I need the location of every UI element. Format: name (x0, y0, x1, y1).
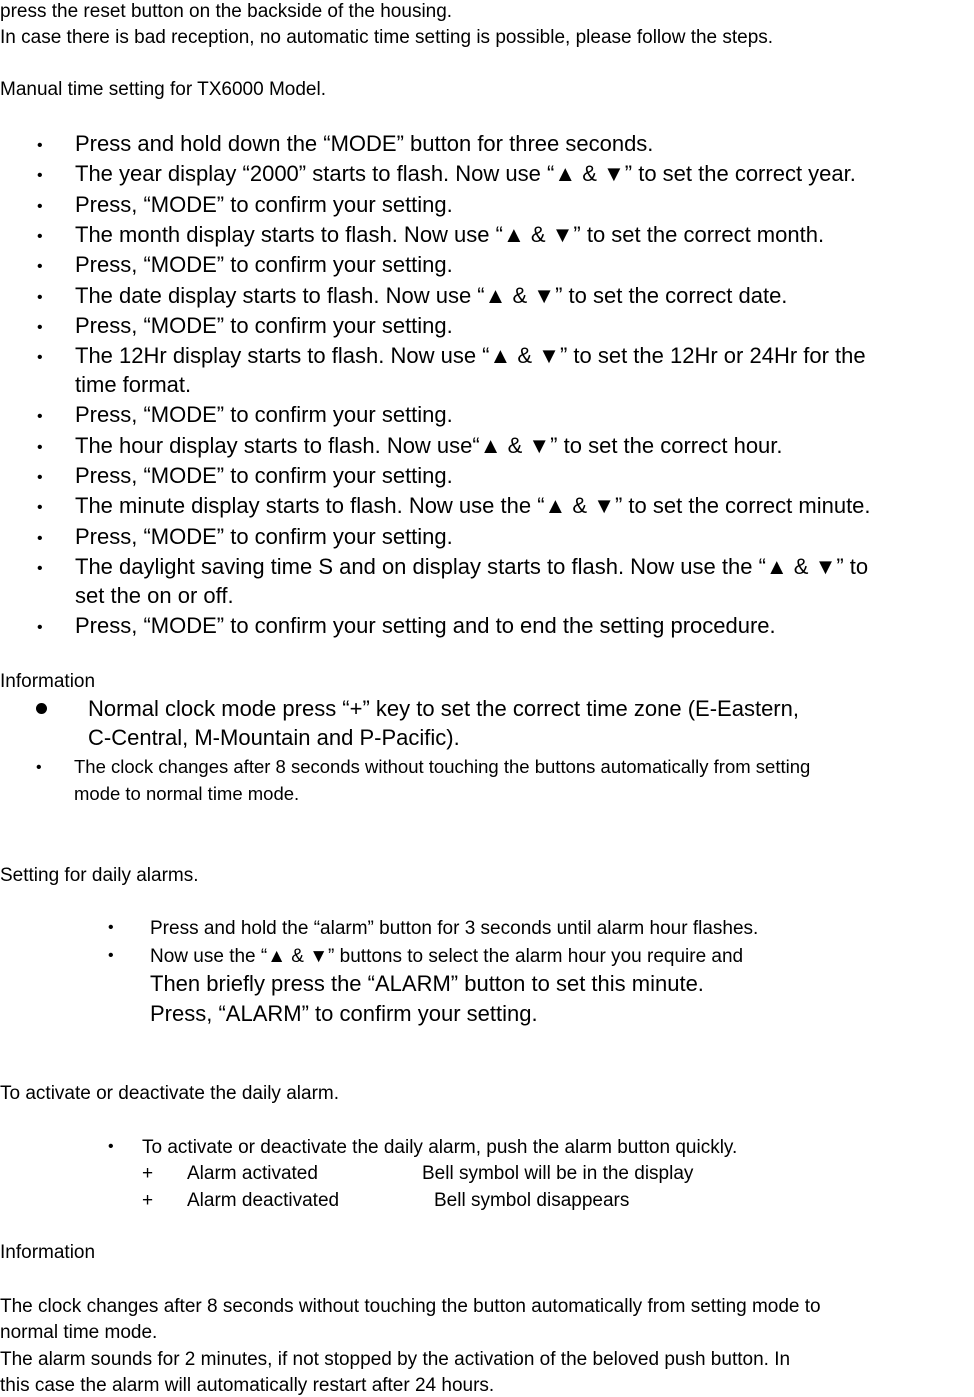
activate-step: To activate or deactivate the daily alarm, push the alarm button quickly. (142, 1137, 738, 1158)
bullet-icon: • (36, 759, 42, 776)
manual-step-text: set the on or off. (75, 582, 234, 608)
bullet-icon: • (37, 167, 43, 185)
manual-step-text: time format. (75, 372, 192, 398)
info-heading-2: Information (0, 1242, 96, 1263)
manual-step-text: The month display starts to flash. Now use “▲ & ▼” to set the correct month. (75, 221, 825, 247)
manual-step-text: The minute display starts to flash. Now use the “▲ & ▼” to set the correct minute. (75, 493, 871, 519)
alarms-step-1: Press and hold the “alarm” button for 3 seconds until alarm hour flashes. (150, 918, 759, 939)
manual-step-text: The year display “2000” starts to flash. Now use “▲ & ▼” to set the correct year. (75, 161, 856, 187)
manual-step-text: Press and hold down the “MODE” button for three seconds. (75, 131, 654, 156)
bullet-icon: • (37, 137, 43, 154)
bullet-icon: • (37, 349, 43, 367)
bullet-icon: • (37, 438, 43, 456)
info-auto-return-line-2: mode to normal time mode. (74, 783, 300, 804)
activate-row-desc: Bell symbol disappears (434, 1190, 630, 1211)
info-paragraph-line-4: this case the alarm will automatically restart after 24 hours. (0, 1375, 495, 1396)
info-paragraph-line-3: The alarm sounds for 2 minutes, if not stopped by the activation of the beloved push button. In (0, 1349, 791, 1370)
activate-heading: To activate or deactivate the daily alarm. (0, 1083, 340, 1104)
bullet-icon: • (37, 288, 43, 306)
manual-step-text: The date display starts to flash. Now use “▲ & ▼” to set the correct date. (75, 282, 788, 308)
manual-step-text: Press, “MODE” to confirm your setting. (75, 402, 453, 428)
bullet-icon: • (37, 619, 43, 637)
activate-row-mark: + (142, 1163, 154, 1184)
manual-step-text: The daylight saving time S and on display starts to flash. Now use the “▲ & ▼” to (75, 553, 869, 579)
bullet-icon: • (108, 1138, 114, 1155)
bullet-icon: • (37, 197, 43, 215)
bullet-icon: • (37, 559, 43, 577)
manual-heading: Manual time setting for TX6000 Model. (0, 79, 326, 100)
alarms-step-4: Press, “ALARM” to confirm your setting. (150, 1001, 538, 1026)
bullet-icon: • (37, 529, 43, 547)
activate-row-label: Alarm deactivated (187, 1190, 340, 1211)
manual-step-text: The 12Hr display starts to flash. Now use “▲ & ▼” to set the 12Hr or 24Hr for the (75, 343, 866, 369)
info-paragraph-line-1: The clock changes after 8 seconds without touching the button automatically from setting mode to (0, 1296, 821, 1317)
round-bullet-icon (36, 703, 47, 714)
bullet-icon: • (108, 919, 114, 936)
manual-step-text: The hour display starts to flash. Now use“▲ & ▼” to set the correct hour. (75, 432, 783, 458)
bullet-icon: • (37, 318, 43, 336)
bullet-icon: • (37, 408, 43, 426)
manual-step-text: Press, “MODE” to confirm your setting. (75, 523, 453, 549)
info-paragraph-line-2: normal time mode. (0, 1322, 158, 1343)
info-time-zone-line-1: Normal clock mode press “+” key to set the correct time zone (E-Eastern, (88, 696, 799, 721)
info-auto-return-line-1: The clock changes after 8 seconds without touching the buttons automatically from setting (74, 756, 811, 777)
manual-step-text: Press, “MODE” to confirm your setting. (75, 252, 453, 278)
manual-step-text: Press, “MODE” to confirm your setting. (75, 191, 453, 217)
intro-line-1: press the reset button on the backside of the housing. (0, 1, 453, 22)
info-time-zone-line-2: C-Central, M-Mountain and P-Pacific). (88, 725, 460, 750)
bullet-icon: • (37, 499, 43, 517)
manual-step-text: Press, “MODE” to confirm your setting and to end the setting procedure. (75, 613, 776, 639)
activate-row-mark: + (142, 1190, 154, 1211)
bullet-icon: • (108, 947, 114, 964)
bullet-icon: • (37, 469, 43, 486)
alarms-heading: Setting for daily alarms. (0, 865, 199, 886)
manual-step-text: Press, “MODE” to confirm your setting. (75, 463, 453, 488)
activate-row-label: Alarm activated (187, 1163, 318, 1184)
bullet-icon: • (37, 227, 43, 245)
alarms-step-3: Then briefly press the “ALARM” button to set this minute. (150, 971, 704, 996)
info-heading-1: Information (0, 671, 96, 692)
bullet-icon: • (37, 258, 43, 276)
activate-row-desc: Bell symbol will be in the display (422, 1163, 694, 1184)
manual-step-text: Press, “MODE” to confirm your setting. (75, 312, 453, 338)
alarms-step-2: Now use the “▲ & ▼” buttons to select the alarm hour you require and (150, 946, 744, 967)
intro-line-2: In case there is bad reception, no automatic time setting is possible, please follow the steps. (0, 27, 774, 48)
